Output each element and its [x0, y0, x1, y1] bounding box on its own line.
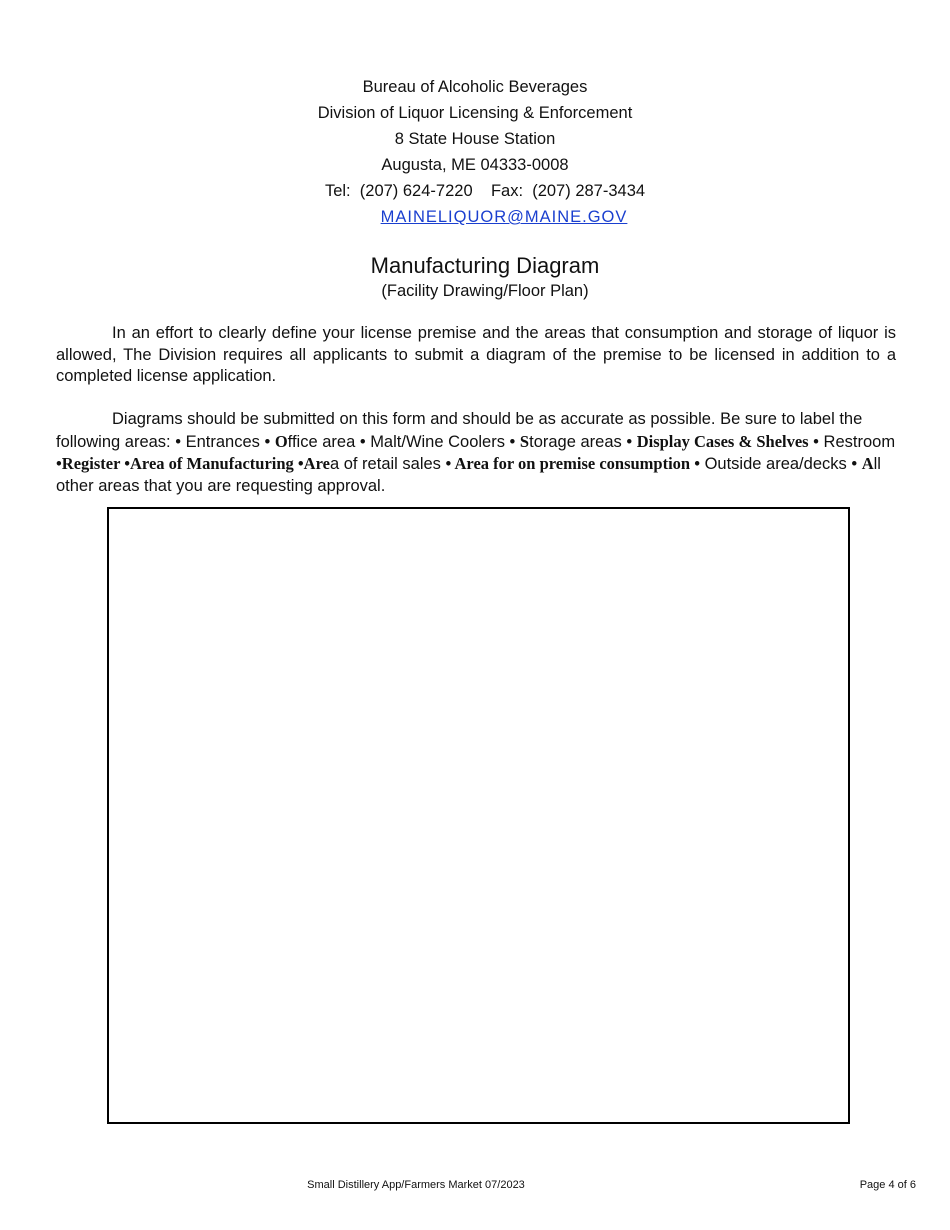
phone-fax: Tel: (207) 624-7220 Fax: (207) 287-3434: [324, 182, 646, 200]
email-link[interactable]: MAINELIQUOR@MAINE.GOV: [380, 208, 628, 226]
all-other-initial: A: [861, 454, 874, 473]
retail-sales-text: a of retail sales: [329, 455, 446, 473]
diagram-drawing-area[interactable]: [107, 507, 850, 1124]
page-subtitle: (Facility Drawing/Floor Plan): [381, 282, 589, 300]
division-name: Division of Liquor Licensing & Enforcement: [317, 104, 633, 122]
instructions-paragraph: In an effort to clearly define your license premise and the areas that consumption and storage of liquor is allowed, The Division requires all applicants to submit a diagram of the premise to be licensed in addition to a completed license application.: [56, 324, 896, 385]
office-area-text: ffice area • Malt/Wine Coolers •: [287, 432, 520, 451]
storage-initial: S: [519, 431, 530, 451]
restroom-text: • Restroom: [808, 432, 896, 451]
consumption-area-text: • Area for on premise consumption •: [445, 454, 700, 473]
form-identifier: Small Distillery App/Farmers Market 07/2023: [307, 1179, 525, 1191]
labeling-intro: Diagrams should be submitted on this form and should be as accurate as possible. Be sure to label the following areas: • Entrances •: [56, 410, 863, 451]
address-city: Augusta, ME 04333-0008: [381, 156, 569, 174]
agency-header: [0, 74, 950, 230]
outside-area-text: Outside area/decks •: [700, 455, 862, 473]
all-other-areas-text: ll other areas that you are requesting approval.: [56, 455, 881, 495]
display-cases-text: Display Cases & Shelves: [636, 431, 809, 451]
labeling-instructions: [56, 409, 896, 497]
office-initial: O: [274, 431, 288, 451]
address-station: 8 State House Station: [394, 130, 556, 148]
register-manufacturing-text: •Register •Area of Manufacturing •Are: [56, 454, 330, 473]
page-number: Page 4 of 6: [859, 1179, 916, 1191]
bureau-name: Bureau of Alcoholic Beverages: [362, 78, 588, 96]
page-title: Manufacturing Diagram: [370, 253, 600, 278]
storage-area-text: torage areas •: [529, 432, 637, 451]
